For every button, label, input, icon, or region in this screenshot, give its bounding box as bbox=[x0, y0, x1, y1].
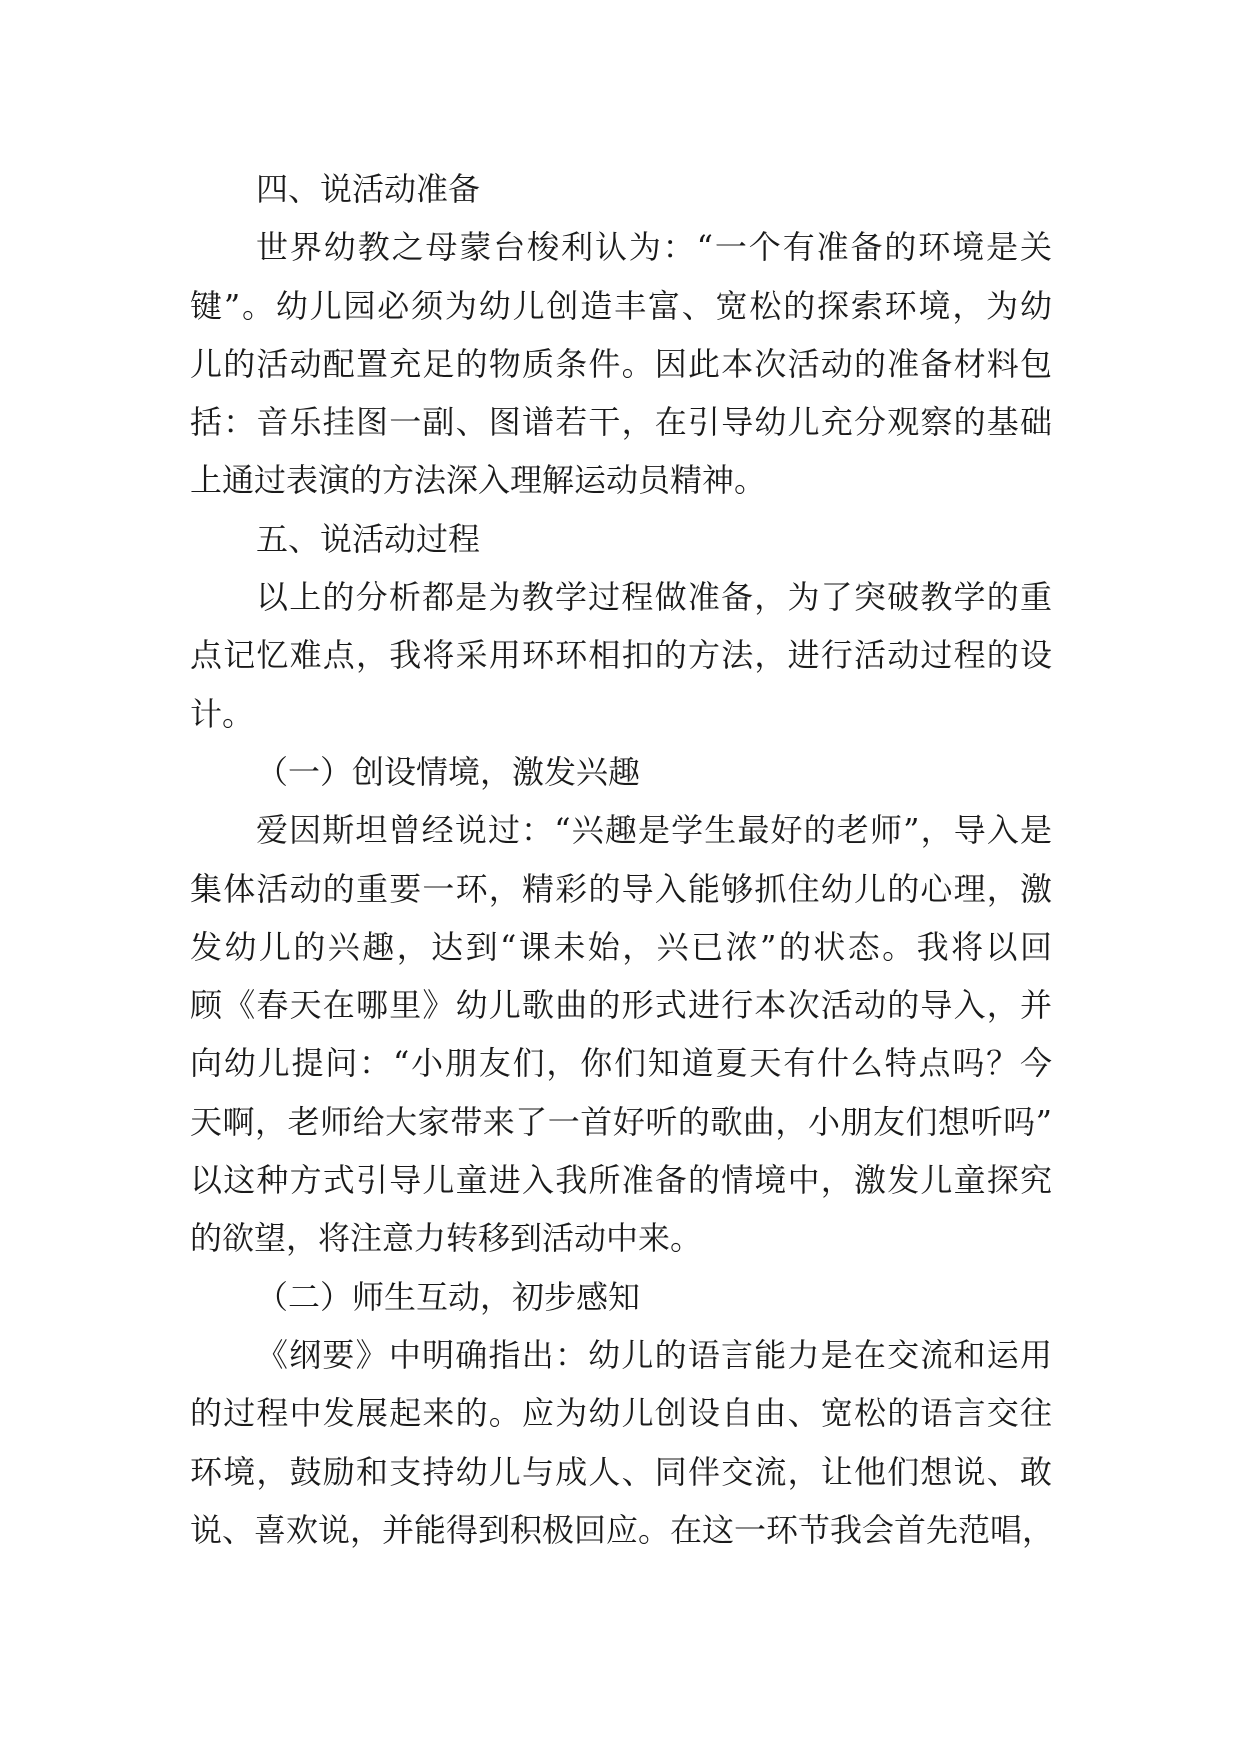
paragraph-line: 爱因斯坦曾经说过：“兴趣是学生最好的老师”，导入是 bbox=[256, 811, 1052, 850]
subsection-heading-1: （一）创设情境，激发兴趣 bbox=[256, 752, 641, 791]
paragraph-line: 天啊，老师给大家带来了一首好听的歌曲，小朋友们想听吗” bbox=[190, 1102, 1052, 1141]
section-heading-5: 五、说活动过程 bbox=[256, 519, 481, 558]
paragraph-line: 顾《春天在哪里》幼儿歌曲的形式进行本次活动的导入，并 bbox=[190, 986, 1052, 1025]
paragraph-line: 以这种方式引导儿童进入我所准备的情境中，激发儿童探究 bbox=[190, 1161, 1052, 1200]
section-heading-4: 四、说活动准备 bbox=[256, 170, 481, 208]
paragraph-line: 键”。幼儿园必须为幼儿创造丰富、宽松的探索环境，为幼 bbox=[190, 286, 1052, 325]
paragraph-line: 发幼儿的兴趣，达到“课未始，兴已浓”的状态。我将以回 bbox=[190, 927, 1052, 966]
document-body bbox=[190, 160, 1055, 1559]
paragraph-line: 向幼儿提问：“小朋友们，你们知道夏天有什么特点吗？今 bbox=[190, 1044, 1052, 1083]
paragraph-line: 环境，鼓励和支持幼儿与成人、同伴交流，让他们想说、敢 bbox=[190, 1452, 1052, 1491]
subsection-heading-2: （二）师生互动，初步感知 bbox=[256, 1277, 641, 1316]
paragraph-line: 以上的分析都是为教学过程做准备，为了突破教学的重 bbox=[256, 578, 1052, 617]
paragraph-line: 的过程中发展起来的。应为幼儿创设自由、宽松的语言交往 bbox=[190, 1394, 1052, 1433]
paragraph-line: 说、喜欢说，并能得到积极回应。在这一环节我会首先范唱， bbox=[190, 1510, 1055, 1549]
paragraph-line: 集体活动的重要一环，精彩的导入能够抓住幼儿的心理，激 bbox=[190, 869, 1052, 908]
paragraph-line: 点记忆难点，我将采用环环相扣的方法，进行活动过程的设 bbox=[190, 636, 1052, 675]
paragraph-line: 儿的活动配置充足的物质条件。因此本次活动的准备材料包 bbox=[190, 344, 1052, 383]
paragraph-line: 上通过表演的方法深入理解运动员精神。 bbox=[190, 461, 767, 500]
paragraph-line: 括：音乐挂图一副、图谱若干，在引导幼儿充分观察的基础 bbox=[190, 403, 1052, 442]
paragraph-line: 《纲要》中明确指出：幼儿的语言能力是在交流和运用 bbox=[256, 1335, 1052, 1374]
paragraph-line: 计。 bbox=[190, 694, 255, 733]
paragraph-line: 的欲望，将注意力转移到活动中来。 bbox=[190, 1219, 703, 1258]
paragraph-line: 世界幼教之母蒙台梭利认为：“一个有准备的环境是关 bbox=[256, 228, 1052, 267]
